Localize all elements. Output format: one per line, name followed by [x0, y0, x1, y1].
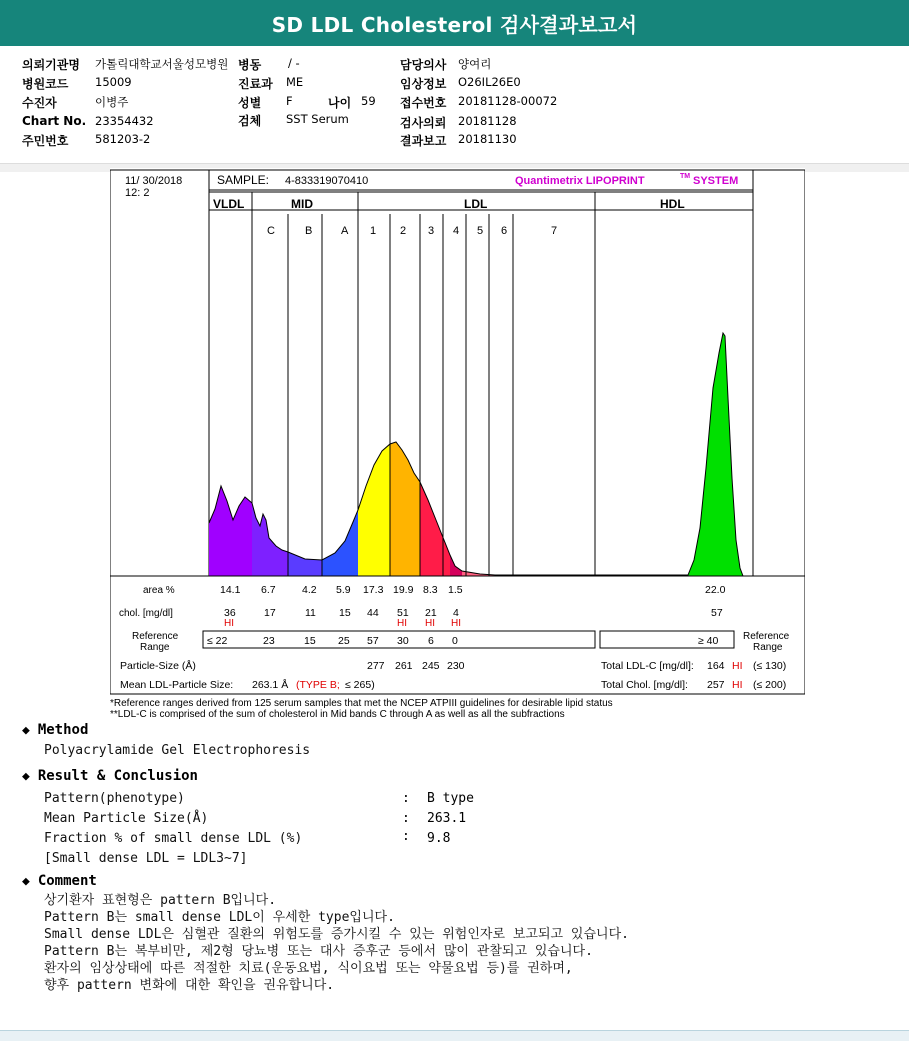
peak-mid-a — [322, 510, 358, 576]
report-date-label: 결과보고 — [400, 134, 447, 148]
method-heading — [22, 722, 88, 738]
area-ldl2: 19.9 — [393, 584, 414, 596]
fraction-label: Fraction % of small dense LDL (%) — [44, 831, 303, 846]
group-mid: MID — [291, 197, 313, 211]
group-hdl: HDL — [660, 197, 685, 211]
hi-flag-ldl4: HI — [451, 618, 461, 629]
total-chol-label: Total Chol. [mg/dl]: — [601, 679, 688, 691]
specimen-label: 검체 — [238, 114, 262, 128]
total-ldl-ref: (≤ 130) — [753, 660, 787, 672]
mean-label: Mean LDL-Particle Size: — [120, 679, 234, 691]
report-title: SD LDL Cholesterol 검사결과보고서 — [0, 0, 909, 46]
hospital-code-value: 15009 — [95, 75, 132, 89]
doctor-label: 담당의사 — [400, 58, 447, 72]
total-ldl-label: Total LDL-C [mg/dl]: — [601, 660, 694, 672]
chol-ldl4: 4 — [453, 607, 459, 619]
chol-a: 15 — [339, 607, 351, 619]
small-dense-note: [Small dense LDL = LDL3~7] — [44, 851, 248, 866]
ref-label-right-1: Reference — [743, 631, 790, 642]
comment-line-4: Pattern B는 복부비만, 제2형 당뇨병 또는 대사 증후군 등에서 많이 관찰되고 있습니다. — [44, 944, 593, 959]
band-label-a: A — [341, 225, 349, 237]
total-chol-ref: (≤ 200) — [753, 679, 787, 691]
method-heading-text: Method — [37, 722, 89, 738]
area-ldl3: 8.3 — [423, 584, 438, 596]
chart-no-value: 23354432 — [95, 114, 154, 128]
patient-value: 이병주 — [95, 95, 129, 109]
electropherogram — [209, 333, 753, 576]
chol-ldl2: 51 — [397, 607, 409, 619]
total-chol-value: 257 — [707, 679, 725, 691]
hi-flag-ldl3: HI — [425, 618, 435, 629]
band-label-4: 4 — [453, 225, 460, 237]
band-label-7: 7 — [551, 225, 558, 237]
total-ldl-value: 164 — [707, 660, 725, 672]
method-text: Polyacrylamide Gel Electrophoresis — [44, 743, 311, 758]
ref-ldl2: 30 — [397, 635, 409, 647]
sex-label: 성별 — [238, 96, 262, 110]
hospital-code-label: 병원코드 — [22, 77, 69, 91]
area-b: 4.2 — [302, 584, 317, 596]
ward-label: 병동 — [238, 58, 262, 72]
receipt-value: 20181128-00072 — [458, 94, 558, 108]
hi-flag-ldl2: HI — [397, 618, 407, 629]
diamond-bullet-icon: ◆ — [22, 723, 30, 738]
area-ldl4: 1.5 — [448, 584, 463, 596]
peak-ldl-1 — [358, 444, 390, 576]
age-label: 나이 — [328, 96, 352, 110]
chol-c: 17 — [264, 607, 276, 619]
total-ldl-hi: HI — [732, 660, 743, 672]
brand-suffix: SYSTEM — [693, 175, 739, 187]
doctor-value: 양여리 — [458, 57, 492, 71]
area-label: area % — [143, 585, 175, 596]
ref-vldl: ≤ 22 — [207, 635, 228, 647]
ref-a: 25 — [338, 635, 350, 647]
peak-ldl-3 — [420, 482, 450, 576]
report-date: 11/ 30/2018 — [125, 175, 183, 187]
group-vldl: VLDL — [213, 197, 245, 211]
ref-ldl3: 6 — [428, 635, 434, 647]
peak-vldl — [209, 486, 252, 576]
patient-info-panel — [0, 46, 909, 164]
peak-mid-b — [288, 552, 322, 576]
mean-size-label: Mean Particle Size(Å) — [44, 811, 209, 826]
comment-line-5: 환자의 임상상태에 따른 적절한 치료(운동요법, 식이요법 또는 약물요법 등)를 권하며, — [44, 961, 573, 976]
chol-label: chol. [mg/dl] — [119, 608, 173, 619]
band-label-3: 3 — [428, 225, 435, 237]
resident-id-value: 581203-2 — [95, 132, 151, 146]
particle-ldl4: 230 — [447, 660, 465, 672]
lipoprint-report — [110, 168, 805, 696]
band-label-2: 2 — [400, 225, 407, 237]
dept-label: 진료과 — [238, 77, 273, 91]
age-value: 59 — [361, 94, 376, 108]
ward-value: / - — [288, 56, 300, 70]
ref-ldl1: 57 — [367, 635, 379, 647]
comment-heading-text: Comment — [37, 873, 97, 889]
ref-label-left-2: Range — [140, 642, 170, 653]
chol-b: 11 — [305, 607, 316, 619]
group-ldl: LDL — [464, 197, 488, 211]
peak-hdl — [688, 333, 743, 576]
footnote-1: *Reference ranges derived from 125 serum samples that met the NCEP ATPIII guidelines for desirable lipid status — [110, 698, 613, 709]
institution-value: 가톨릭대학교서울성모병원 — [95, 57, 229, 71]
patient-label: 수진자 — [22, 96, 57, 110]
institution-label: 의뢰기관명 — [22, 58, 80, 72]
comment-line-6: 향후 pattern 변화에 대한 확인을 권유합니다. — [44, 978, 335, 993]
clinical-label: 임상정보 — [400, 77, 447, 91]
hi-flag-vldl: HI — [224, 618, 234, 629]
area-c: 6.7 — [261, 584, 276, 596]
mean-type: (TYPE B; — [296, 679, 340, 691]
bottom-bar — [0, 1030, 909, 1041]
request-date-label: 검사의뢰 — [400, 116, 447, 130]
ref-c: 23 — [263, 635, 275, 647]
diamond-bullet-icon: ◆ — [22, 874, 30, 889]
ref-label-left-1: Reference — [132, 631, 179, 642]
chol-ldl3: 21 — [425, 607, 437, 619]
clinical-value: O26IL26E0 — [458, 75, 521, 89]
chol-hdl: 57 — [711, 607, 723, 619]
band-label-1: 1 — [370, 225, 377, 237]
dept-value: ME — [286, 75, 304, 89]
resident-id-label: 주민번호 — [22, 134, 69, 148]
band-label-b: B — [305, 225, 313, 237]
result-heading-text: Result & Conclusion — [37, 768, 198, 784]
footnote-2: **LDL-C is comprised of the sum of cholesterol in Mid bands C through A as well as all the subfractions — [110, 709, 565, 720]
request-date-value: 20181128 — [458, 114, 517, 128]
total-chol-hi: HI — [732, 679, 743, 691]
pattern-label: Pattern(phenotype) — [44, 791, 185, 806]
area-hdl: 22.0 — [705, 584, 726, 596]
ref-b: 15 — [304, 635, 316, 647]
area-vldl: 14.1 — [220, 584, 241, 596]
receipt-label: 접수번호 — [400, 96, 447, 110]
band-label-c: C — [267, 225, 275, 237]
chol-vldl: 36 — [224, 607, 236, 619]
pattern-value: B type — [427, 791, 474, 806]
report-time: 12: 2 — [125, 187, 150, 199]
mean-ref: ≤ 265) — [345, 679, 375, 691]
sex-value: F — [286, 94, 293, 108]
ref-label-right-2: Range — [753, 642, 783, 653]
comment-line-2: Pattern B는 small dense LDL이 우세한 type입니다. — [44, 910, 395, 925]
sample-label: SAMPLE: — [217, 173, 270, 187]
comment-heading — [22, 873, 97, 889]
report-date-value: 20181130 — [458, 132, 517, 146]
particle-label: Particle-Size (Å) — [120, 660, 196, 672]
band-label-6: 6 — [501, 225, 508, 237]
pattern-sep: : — [402, 791, 410, 806]
result-heading — [22, 768, 198, 784]
mean-value: 263.1 Å — [252, 679, 289, 691]
peak-ldl-2 — [390, 442, 420, 576]
diamond-bullet-icon: ◆ — [22, 769, 30, 784]
fraction-value: 9.8 — [427, 831, 451, 846]
brand-tm: TM — [680, 173, 691, 180]
ref-hdl: ≥ 40 — [698, 635, 719, 647]
specimen-value: SST Serum — [286, 112, 349, 126]
band-label-5: 5 — [477, 225, 484, 237]
particle-ldl3: 245 — [422, 660, 440, 672]
ref-ldl4: 0 — [452, 635, 458, 647]
sample-value: 4-833319070410 — [285, 175, 369, 187]
particle-ldl2: 261 — [395, 660, 413, 672]
chart-no-label: Chart No. — [22, 114, 87, 128]
particle-ldl1: 277 — [367, 660, 385, 672]
lipoprint-figure — [110, 168, 805, 696]
area-a: 5.9 — [336, 584, 351, 596]
brand-name: Quantimetrix LIPOPRINT — [515, 175, 645, 187]
mean-size-value: 263.1 — [427, 811, 467, 826]
area-ldl1: 17.3 — [363, 584, 384, 596]
mean-size-sep: : — [402, 811, 410, 826]
comment-line-1: 상기환자 표현형은 pattern B입니다. — [44, 893, 277, 908]
chol-ldl1: 44 — [367, 607, 379, 619]
comment-line-3: Small dense LDL은 심혈관 질환의 위험도를 증가시킬 수 있는 위험인자로 보고되고 있습니다. — [44, 927, 629, 942]
fraction-sep: : — [402, 829, 410, 844]
